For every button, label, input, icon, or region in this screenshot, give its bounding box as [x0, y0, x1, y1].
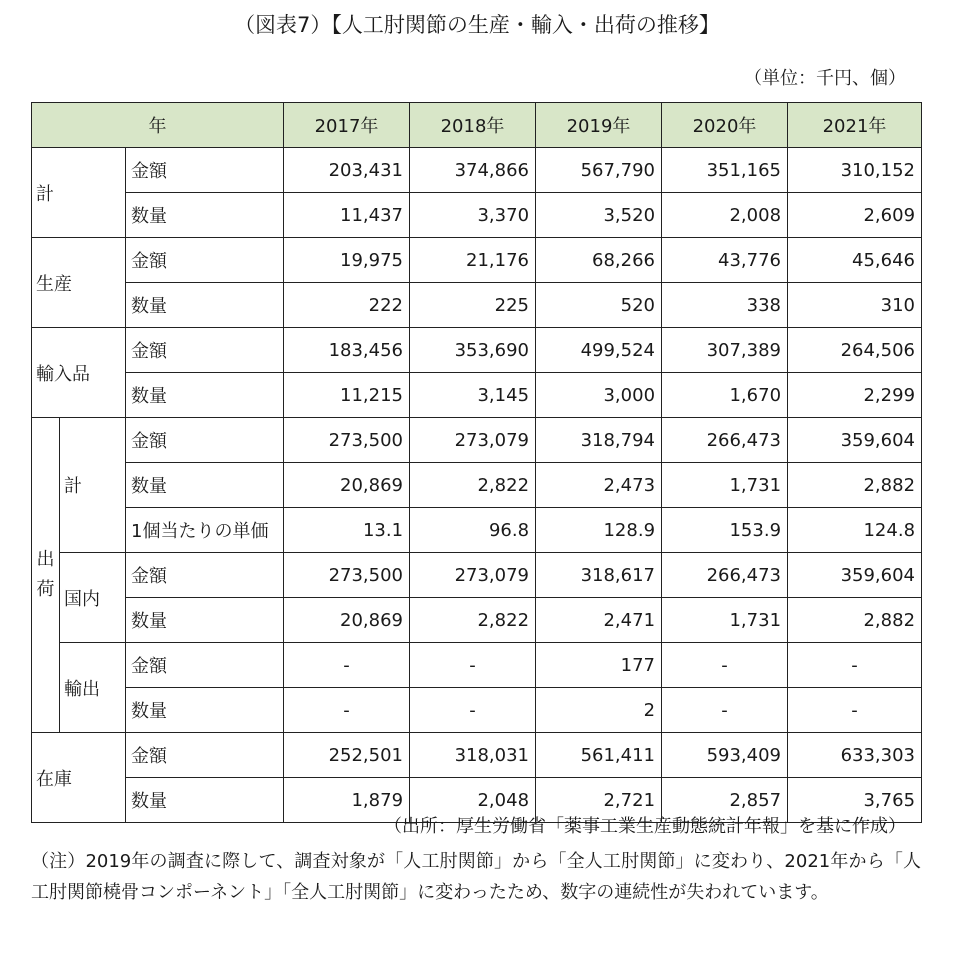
- year-2021: 2021年: [788, 103, 922, 148]
- data-table: [31, 102, 922, 823]
- cell: 374,866: [410, 148, 536, 193]
- cell: 20,869: [284, 598, 410, 643]
- row-label: 1個当たりの単価: [126, 508, 284, 553]
- table-row: [32, 373, 922, 418]
- cell: 307,389: [662, 328, 788, 373]
- table-row: [32, 283, 922, 328]
- row-label: 金額: [126, 148, 284, 193]
- cell: 264,506: [788, 328, 922, 373]
- cell: -: [410, 688, 536, 733]
- cell: 153.9: [662, 508, 788, 553]
- cell: 3,370: [410, 193, 536, 238]
- cell: 3,000: [536, 373, 662, 418]
- row-label: 数量: [126, 688, 284, 733]
- cell: -: [410, 643, 536, 688]
- cell: 273,079: [410, 418, 536, 463]
- table-row: [32, 238, 922, 283]
- cell: 567,790: [536, 148, 662, 193]
- table-row: [32, 598, 922, 643]
- table-row: [32, 328, 922, 373]
- cell: 21,176: [410, 238, 536, 283]
- group-production: 生産: [32, 238, 126, 328]
- cell: 520: [536, 283, 662, 328]
- cell: 310: [788, 283, 922, 328]
- table-row: [32, 193, 922, 238]
- cell: 318,031: [410, 733, 536, 778]
- cell: 359,604: [788, 418, 922, 463]
- cell: 499,524: [536, 328, 662, 373]
- table-row: [32, 553, 922, 598]
- cell: 1,731: [662, 463, 788, 508]
- cell: 318,794: [536, 418, 662, 463]
- year-header: 年: [32, 103, 284, 148]
- row-label: 数量: [126, 778, 284, 823]
- subgroup-domestic: 国内: [60, 553, 126, 643]
- cell: 19,975: [284, 238, 410, 283]
- cell: 3,520: [536, 193, 662, 238]
- cell: 273,500: [284, 418, 410, 463]
- cell: 222: [284, 283, 410, 328]
- cell: -: [662, 643, 788, 688]
- subgroup-shipment-total: 計: [60, 418, 126, 553]
- year-2019: 2019年: [536, 103, 662, 148]
- unit-label: （単位：千円、個）: [744, 68, 906, 89]
- cell: 2,471: [536, 598, 662, 643]
- cell: 2,822: [410, 598, 536, 643]
- subgroup-export: 輸出: [60, 643, 126, 733]
- cell: -: [284, 643, 410, 688]
- cell: 20,869: [284, 463, 410, 508]
- cell: 252,501: [284, 733, 410, 778]
- group-imports: 輸入品: [32, 328, 126, 418]
- group-total: 計: [32, 148, 126, 238]
- cell: 2,299: [788, 373, 922, 418]
- row-label: 金額: [126, 418, 284, 463]
- row-label: 数量: [126, 193, 284, 238]
- cell: 2: [536, 688, 662, 733]
- cell: -: [284, 688, 410, 733]
- row-label: 金額: [126, 643, 284, 688]
- cell: 2,008: [662, 193, 788, 238]
- table-row: [32, 148, 922, 193]
- cell: 593,409: [662, 733, 788, 778]
- row-label: 数量: [126, 598, 284, 643]
- cell: 2,473: [536, 463, 662, 508]
- footnote: （注）2019年の調査に際して、調査対象が「人工肘関節」から「全人工肘関節」に変わり、2021年から「人工肘関節橈骨コンポーネント」「全人工肘関節」に変わったため、数字の連続性が失われています。: [31, 851, 921, 903]
- cell: -: [788, 688, 922, 733]
- row-label: 金額: [126, 553, 284, 598]
- cell: 3,145: [410, 373, 536, 418]
- cell: 203,431: [284, 148, 410, 193]
- cell: 2,822: [410, 463, 536, 508]
- cell: 13.1: [284, 508, 410, 553]
- cell: 273,500: [284, 553, 410, 598]
- row-label: 金額: [126, 733, 284, 778]
- row-label: 金額: [126, 328, 284, 373]
- cell: -: [788, 643, 922, 688]
- cell: 318,617: [536, 553, 662, 598]
- cell: 561,411: [536, 733, 662, 778]
- cell: -: [662, 688, 788, 733]
- cell: 2,721: [536, 778, 662, 823]
- cell: 310,152: [788, 148, 922, 193]
- cell: 273,079: [410, 553, 536, 598]
- cell: 1,670: [662, 373, 788, 418]
- cell: 2,882: [788, 463, 922, 508]
- cell: 266,473: [662, 553, 788, 598]
- cell: 183,456: [284, 328, 410, 373]
- group-shipment: [32, 418, 60, 733]
- table-row: [32, 463, 922, 508]
- cell: 1,879: [284, 778, 410, 823]
- cell: 2,857: [662, 778, 788, 823]
- cell: 177: [536, 643, 662, 688]
- cell: 351,165: [662, 148, 788, 193]
- row-label: 数量: [126, 373, 284, 418]
- cell: 45,646: [788, 238, 922, 283]
- row-label: 数量: [126, 283, 284, 328]
- cell: 338: [662, 283, 788, 328]
- group-shipment-label: 出荷: [36, 549, 55, 600]
- year-2017: 2017年: [284, 103, 410, 148]
- cell: 11,437: [284, 193, 410, 238]
- cell: 359,604: [788, 553, 922, 598]
- cell: 2,882: [788, 598, 922, 643]
- cell: 225: [410, 283, 536, 328]
- page-title: （図表7）【人工肘関節の生産・輸入・出荷の推移】: [234, 13, 720, 37]
- table-row: [32, 643, 922, 688]
- source-note: （出所：厚生労働省「薬事工業生産動態統計年報」を基に作成）: [384, 816, 906, 837]
- cell: 124.8: [788, 508, 922, 553]
- cell: 128.9: [536, 508, 662, 553]
- group-inventory: 在庫: [32, 733, 126, 823]
- table-row: [32, 508, 922, 553]
- cell: 2,048: [410, 778, 536, 823]
- year-2018: 2018年: [410, 103, 536, 148]
- cell: 353,690: [410, 328, 536, 373]
- row-label: 金額: [126, 238, 284, 283]
- cell: 2,609: [788, 193, 922, 238]
- cell: 3,765: [788, 778, 922, 823]
- header-row: [32, 103, 922, 148]
- cell: 1,731: [662, 598, 788, 643]
- cell: 68,266: [536, 238, 662, 283]
- cell: 11,215: [284, 373, 410, 418]
- cell: 96.8: [410, 508, 536, 553]
- table-row: [32, 688, 922, 733]
- cell: 43,776: [662, 238, 788, 283]
- row-label: 数量: [126, 463, 284, 508]
- cell: 633,303: [788, 733, 922, 778]
- cell: 266,473: [662, 418, 788, 463]
- year-2020: 2020年: [662, 103, 788, 148]
- table-row: [32, 418, 922, 463]
- table-row: [32, 733, 922, 778]
